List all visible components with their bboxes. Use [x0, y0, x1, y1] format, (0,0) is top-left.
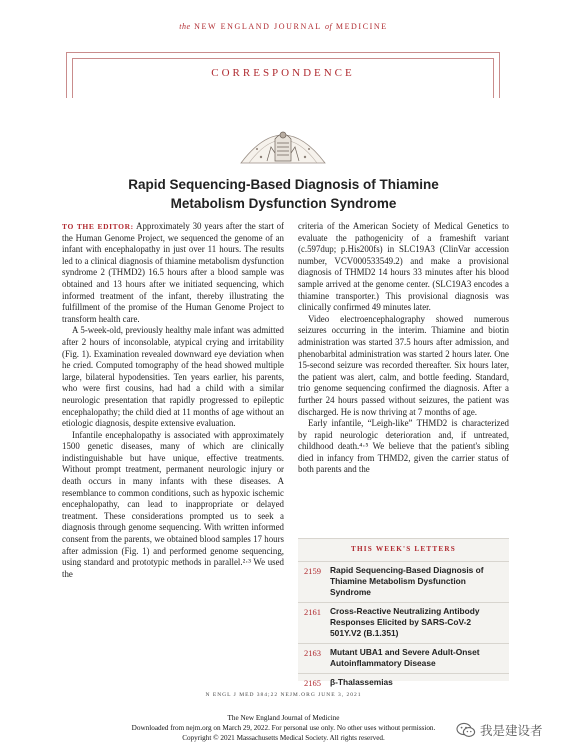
- letter-page: 2163: [304, 648, 321, 658]
- letter-title: Rapid Sequencing-Based Diagnosis of Thiamine Metabolism Dysfunction Syndrome: [330, 565, 484, 597]
- paragraph-1: [62, 221, 284, 325]
- letter-item[interactable]: [298, 643, 509, 673]
- watermark-text: 我是建设者: [480, 723, 543, 738]
- article-title: [80, 175, 487, 213]
- journal-header: [0, 22, 567, 31]
- journal-medicine: MEDICINE: [335, 22, 388, 31]
- journal-name: NEW ENGLAND JOURNAL: [194, 22, 322, 31]
- paragraph-5: Video electroencephalography showed numerous seizures occurring in the interim. Thiamine and biotin administration was started 37.5 hours after admission, and phenobarbital administration was started 2 hours later. One 15-second seizure was recorded thereafter. Six hours later, the patient was alert, calm, and bottle feeding. Standard, trio genome sequencing confirmed the diagnosis. After a further 24 hours passed without seizures, the patient was discharged. He is now thriving at 7 months of age.: [298, 313, 509, 417]
- letter-item[interactable]: [298, 561, 509, 602]
- letter-page: 2161: [304, 607, 321, 617]
- letter-item[interactable]: [298, 673, 509, 692]
- title-line-2: Metabolism Dysfunction Syndrome: [170, 196, 397, 211]
- letter-title: Mutant UBA1 and Severe Adult-Onset Autoinflammatory Disease: [330, 647, 480, 668]
- journal-of: of: [325, 22, 333, 31]
- letter-page: 2165: [304, 678, 321, 688]
- wechat-icon: [456, 722, 476, 738]
- citation-line: N ENGL J MED 384;22 NEJM.ORG JUNE 3, 2021: [205, 692, 362, 698]
- paragraph-6: Early infantile, “Leigh-like” THMD2 is characterized by rapid neurologic deterioration and, if untreated, childhood death.⁴·⁵ We believe that the patient's sibling died in infancy from THMD2, given the carrier status of both parents and the: [298, 418, 509, 475]
- footer-copyright: Copyright © 2021 Massachusetts Medical Society. All rights reserved.: [182, 734, 385, 742]
- journal-prefix: the: [179, 22, 191, 31]
- letter-title: β-Thalassemias: [330, 677, 393, 687]
- right-column: [298, 221, 509, 476]
- title-line-1: Rapid Sequencing-Based Diagnosis of Thiamine: [128, 177, 439, 192]
- editor-label: TO THE EDITOR:: [62, 222, 134, 231]
- letters-heading: THIS WEEK'S LETTERS: [351, 545, 456, 553]
- paragraph-2: A 5-week-old, previously healthy male infant was admitted after 2 hours of inconsolable, atypical crying and irritability (Fig. 1). Examination revealed downward eye deviation when he cried. Computed tomography of the head showed multiple large, bilateral hypodensities. Ten years earlier, his parents, who were first cousins, had had a child with a similar neurologic presentation that rapidly progressed to epileptic encephalopathy; the child died at 11 months of age without an etiologic diagnosis, despite extensive evaluation.: [62, 325, 284, 429]
- section-label: CORRESPONDENCE: [211, 67, 355, 79]
- left-column: [62, 221, 284, 580]
- footer-journal-name: The New England Journal of Medicine: [227, 714, 340, 722]
- paragraph-1-text: Approximately 30 years after the start of the Human Genome Project, we sequenced the genome of an infant with encephalopathy in just over 11 hours. The results led to a clinical diagnosis of thiamine metabolism dysfunction syndrome 2 (THMD2) 16.5 hours after a blood sample was obtained and 13 hours after we initiated sequencing, which informed treatment of the infant, thereby illustrating the fulfillment of the promise of the Human Genome Project to transform health care.: [62, 221, 284, 324]
- letter-title: Cross-Reactive Neutralizing Antibody Responses Elicited by SARS-CoV-2 501Y.V2 (B.1.351): [330, 606, 480, 638]
- journal-seal-icon: [237, 113, 329, 165]
- paragraph-4: criteria of the American Society of Medical Genetics to evaluate the pathogenicity of a frameshift variant (c.597dup; p.His200fs) in SLC19A3 (ClinVar accession number, VCV000533549.2) and make a provisional diagnosis of THMD2 14 hours 33 minutes after his blood sample arrived at the genome center. (SLC19A3 encodes a thiamine transporter.) This provisional diagnosis was clinically confirmed 49 minutes later.: [298, 221, 509, 313]
- letter-page: 2159: [304, 566, 321, 576]
- watermark: [456, 721, 543, 739]
- footer-download-notice: Downloaded from nejm.org on March 29, 2022. For personal use only. No other uses without permission.: [131, 724, 436, 732]
- letter-item[interactable]: [298, 602, 509, 643]
- paragraph-3: Infantile encephalopathy is associated with approximately 1500 genetic diseases, many of which are clinically indistinguishable but have unique, effective treatments. Without prompt treatment, permanent neurologic injury or death occurs in many infants with these diseases. A resemblance to common conditions, such as hypoxic ischemic encephalopathy, can lead to inappropriate or delayed treatment. These considerations prompted us to seek a diagnosis through genome sequencing. With written informed consent from the parents, we obtained blood samples 17 hours after admission (Fig. 1) and performed genome sequencing, using standard and prototypic methods in parallel.²·³ We used the: [62, 429, 284, 579]
- this-weeks-letters-box: [298, 538, 509, 688]
